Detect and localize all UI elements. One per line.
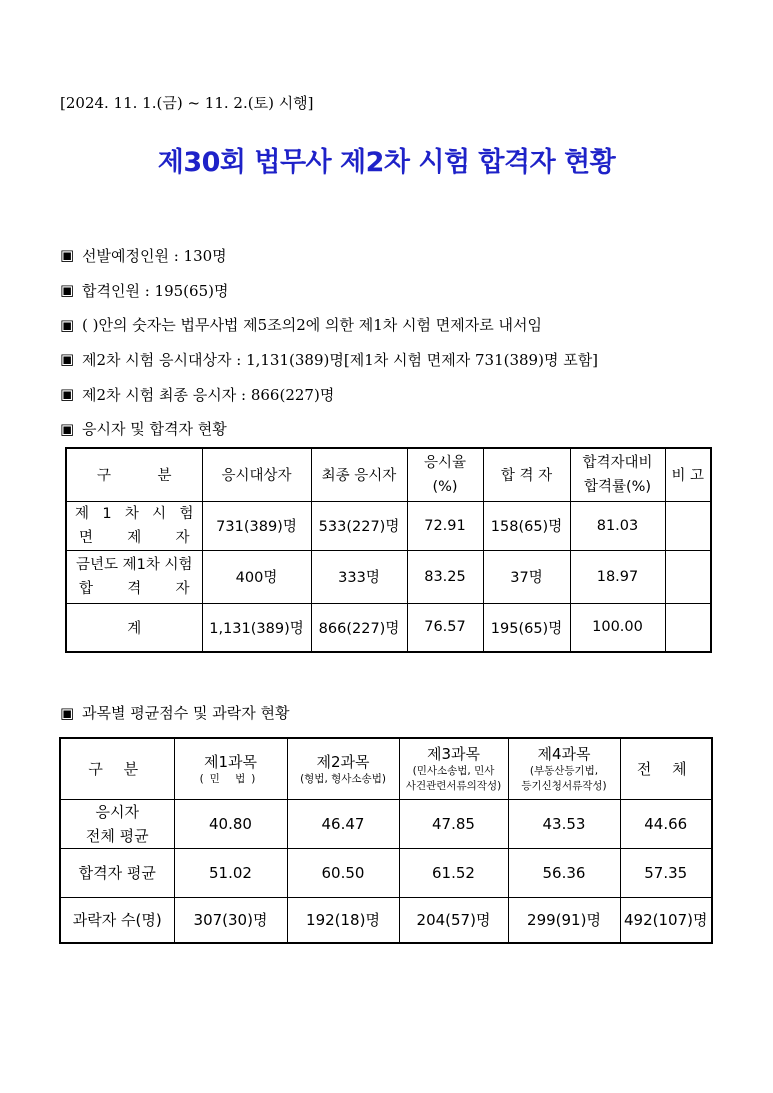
bullet-text: ( )안의 숫자는 법무사법 제5조의2에 의한 제1차 시험 면제자로 내서임 xyxy=(82,316,542,335)
header-category: 구 분 xyxy=(60,738,174,799)
cell-targets: 1,131(389)명 xyxy=(202,603,311,652)
cell-targets: 731(389)명 xyxy=(202,501,311,550)
cell-rate: 72.91 xyxy=(407,501,483,550)
bullet-pass-count xyxy=(60,273,760,308)
square-bullet-icon: ▣ xyxy=(60,385,75,404)
header-passed: 합 격 자 xyxy=(483,448,570,501)
cell-passed: 158(65)명 xyxy=(483,501,570,550)
cell-note xyxy=(665,501,711,550)
square-bullet-icon: ▣ xyxy=(60,350,75,369)
cell-score: 46.47 xyxy=(287,799,399,848)
cell-ratio: 100.00 xyxy=(570,603,665,652)
cell-score: 51.02 xyxy=(174,848,287,897)
header-subject2: 제2과목 (형법, 형사소송법) xyxy=(287,738,399,799)
cell-score: 44.66 xyxy=(620,799,712,848)
cell-count: 204(57)명 xyxy=(399,897,508,943)
cell-score: 61.52 xyxy=(399,848,508,897)
cell-count: 307(30)명 xyxy=(174,897,287,943)
summary-bullet-list xyxy=(60,238,760,446)
row-label-exempt: 제 1 차 시 험 면 제 자 xyxy=(66,501,202,550)
header-subject1: 제1과목 (민 법) xyxy=(174,738,287,799)
header-rate: 응시율 (%) xyxy=(407,448,483,501)
cell-score: 56.36 xyxy=(508,848,620,897)
table-row xyxy=(66,550,711,603)
square-bullet-icon: ▣ xyxy=(60,281,75,300)
table-total-row xyxy=(66,603,711,652)
cell-score: 40.80 xyxy=(174,799,287,848)
table-row xyxy=(60,848,712,897)
table-header-row xyxy=(66,448,711,501)
bullet-text: 제2차 시험 응시대상자 : 1,131(389)명[제1차 시험 면제자 731(389)명 포함] xyxy=(82,350,599,369)
header-note: 비 고 xyxy=(665,448,711,501)
row-label-passers-average: 합격자 평균 xyxy=(60,848,174,897)
cell-rate: 76.57 xyxy=(407,603,483,652)
cell-note xyxy=(665,550,711,603)
cell-score: 47.85 xyxy=(399,799,508,848)
row-label-applicants-average: 응시자 전체 평균 xyxy=(60,799,174,848)
square-bullet-icon: ▣ xyxy=(60,246,75,265)
header-subject4: 제4과목 (부동산등기법, 등기신청서류작성) xyxy=(508,738,620,799)
cell-count: 492(107)명 xyxy=(620,897,712,943)
cell-ratio: 81.03 xyxy=(570,501,665,550)
bullet-text: 합격인원 : 195(65)명 xyxy=(82,281,229,300)
bullet-selection-quota xyxy=(60,238,760,273)
cell-final: 533(227)명 xyxy=(311,501,407,550)
cell-count: 192(18)명 xyxy=(287,897,399,943)
bullet-parenthesis-note xyxy=(60,307,760,342)
cell-final: 333명 xyxy=(311,550,407,603)
header-total: 전 체 xyxy=(620,738,712,799)
bullet-section1-title xyxy=(60,411,760,446)
square-bullet-icon: ▣ xyxy=(60,315,75,334)
cell-score: 57.35 xyxy=(620,848,712,897)
row-label-first-exam-passers: 금년도 제1차 시험 합 격 자 xyxy=(66,550,202,603)
exam-date-line: [2024. 11. 1.(금) ~ 11. 2.(토) 시행] xyxy=(60,94,314,112)
bullet-text: 선발예정인원 : 130명 xyxy=(82,246,227,265)
cell-final: 866(227)명 xyxy=(311,603,407,652)
square-bullet-icon: ▣ xyxy=(60,703,75,722)
cell-score: 43.53 xyxy=(508,799,620,848)
table-row xyxy=(60,897,712,943)
square-bullet-icon: ▣ xyxy=(60,419,75,438)
bullet-text: 응시자 및 합격자 현황 xyxy=(82,420,227,439)
bullet-eligible-applicants xyxy=(60,342,760,377)
cell-passed: 37명 xyxy=(483,550,570,603)
row-label-total: 계 xyxy=(66,603,202,652)
cell-note xyxy=(665,603,711,652)
bullet-text: 제2차 시험 최종 응시자 : 866(227)명 xyxy=(82,385,335,404)
header-category: 구 분 xyxy=(66,448,202,501)
cell-passed: 195(65)명 xyxy=(483,603,570,652)
table-row xyxy=(60,799,712,848)
table-header-row xyxy=(60,738,712,799)
header-targets: 응시대상자 xyxy=(202,448,311,501)
cell-ratio: 18.97 xyxy=(570,550,665,603)
header-pass-ratio: 합격자대비 합격률(%) xyxy=(570,448,665,501)
table-row xyxy=(66,501,711,550)
bullet-final-applicants xyxy=(60,377,760,412)
cell-rate: 83.25 xyxy=(407,550,483,603)
section2-title: 과목별 평균점수 및 과락자 현황 xyxy=(82,704,290,722)
row-label-failing-count: 과락자 수(명) xyxy=(60,897,174,943)
section2-heading xyxy=(60,702,289,723)
applicants-passers-table xyxy=(65,447,712,653)
header-subject3: 제3과목 (민사소송법, 민사 사건관련서류의작성) xyxy=(399,738,508,799)
subject-scores-table xyxy=(59,737,713,944)
cell-score: 60.50 xyxy=(287,848,399,897)
cell-targets: 400명 xyxy=(202,550,311,603)
page-title: 제30회 법무사 제2차 시험 합격자 현황 xyxy=(157,147,616,178)
cell-count: 299(91)명 xyxy=(508,897,620,943)
header-final-applicants: 최종 응시자 xyxy=(311,448,407,501)
